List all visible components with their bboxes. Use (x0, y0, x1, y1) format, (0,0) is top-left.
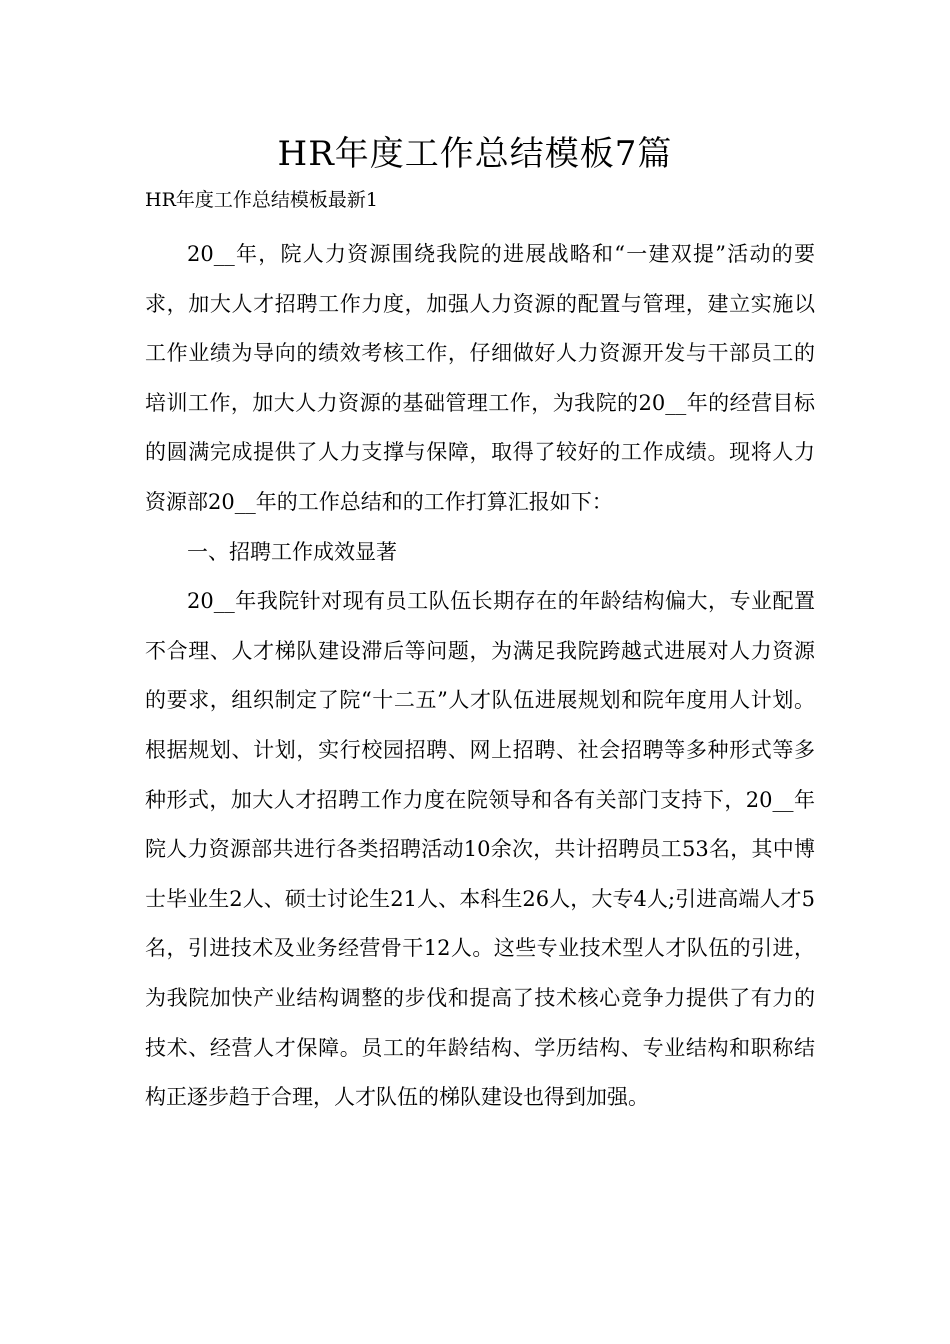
document-body (145, 230, 815, 1123)
document-title: HR年度工作总结模板7篇 (277, 134, 673, 174)
paragraph-recruitment: 20__年我院针对现有员工队伍长期存在的年龄结构偏大，专业配置不合理、人才梯队建设滞后等问题，为满足我院跨越式进展对人力资源的要求，组织制定了院“十二五”人才队伍进展规划和院年度用人计划。根据规划、计划，实行校园招聘、网上招聘、社会招聘等多种形式等多种形式，加大人才招聘工作力度在院领导和各有关部门支持下，20__年院人力资源部共进行各类招聘活动10余次，共计招聘员工53名，其中博士毕业生2人、硕士讨论生21人、本科生26人，大专4人;引进高端人才5名，引进技术及业务经营骨干12人。这些专业技术型人才队伍的引进，为我院加快产业结构调整的步伐和提高了技术核心竞争力提供了有力的技术、经营人才保障。员工的年龄结构、学历结构、专业结构和职称结构正逐步趋于合理，人才队伍的梯队建设也得到加强。 (145, 589, 815, 1110)
document-subtitle: HR年度工作总结模板最新1 (145, 189, 378, 211)
section-heading-recruitment: 一、招聘工作成效显著 (187, 539, 397, 564)
paragraph-intro: 20__年，院人力资源围绕我院的进展战略和“一建双提”活动的要求，加大人才招聘工作力度，加强人力资源的配置与管理，建立实施以工作业绩为导向的绩效考核工作，仔细做好人力资源开发与干部员工的培训工作，加大人力资源的基础管理工作，为我院的20__年的经营目标的圆满完成提供了人力支撑与保障，取得了较好的工作成绩。现将人力资源部20__年的工作总结和的工作打算汇报如下： (145, 242, 815, 514)
